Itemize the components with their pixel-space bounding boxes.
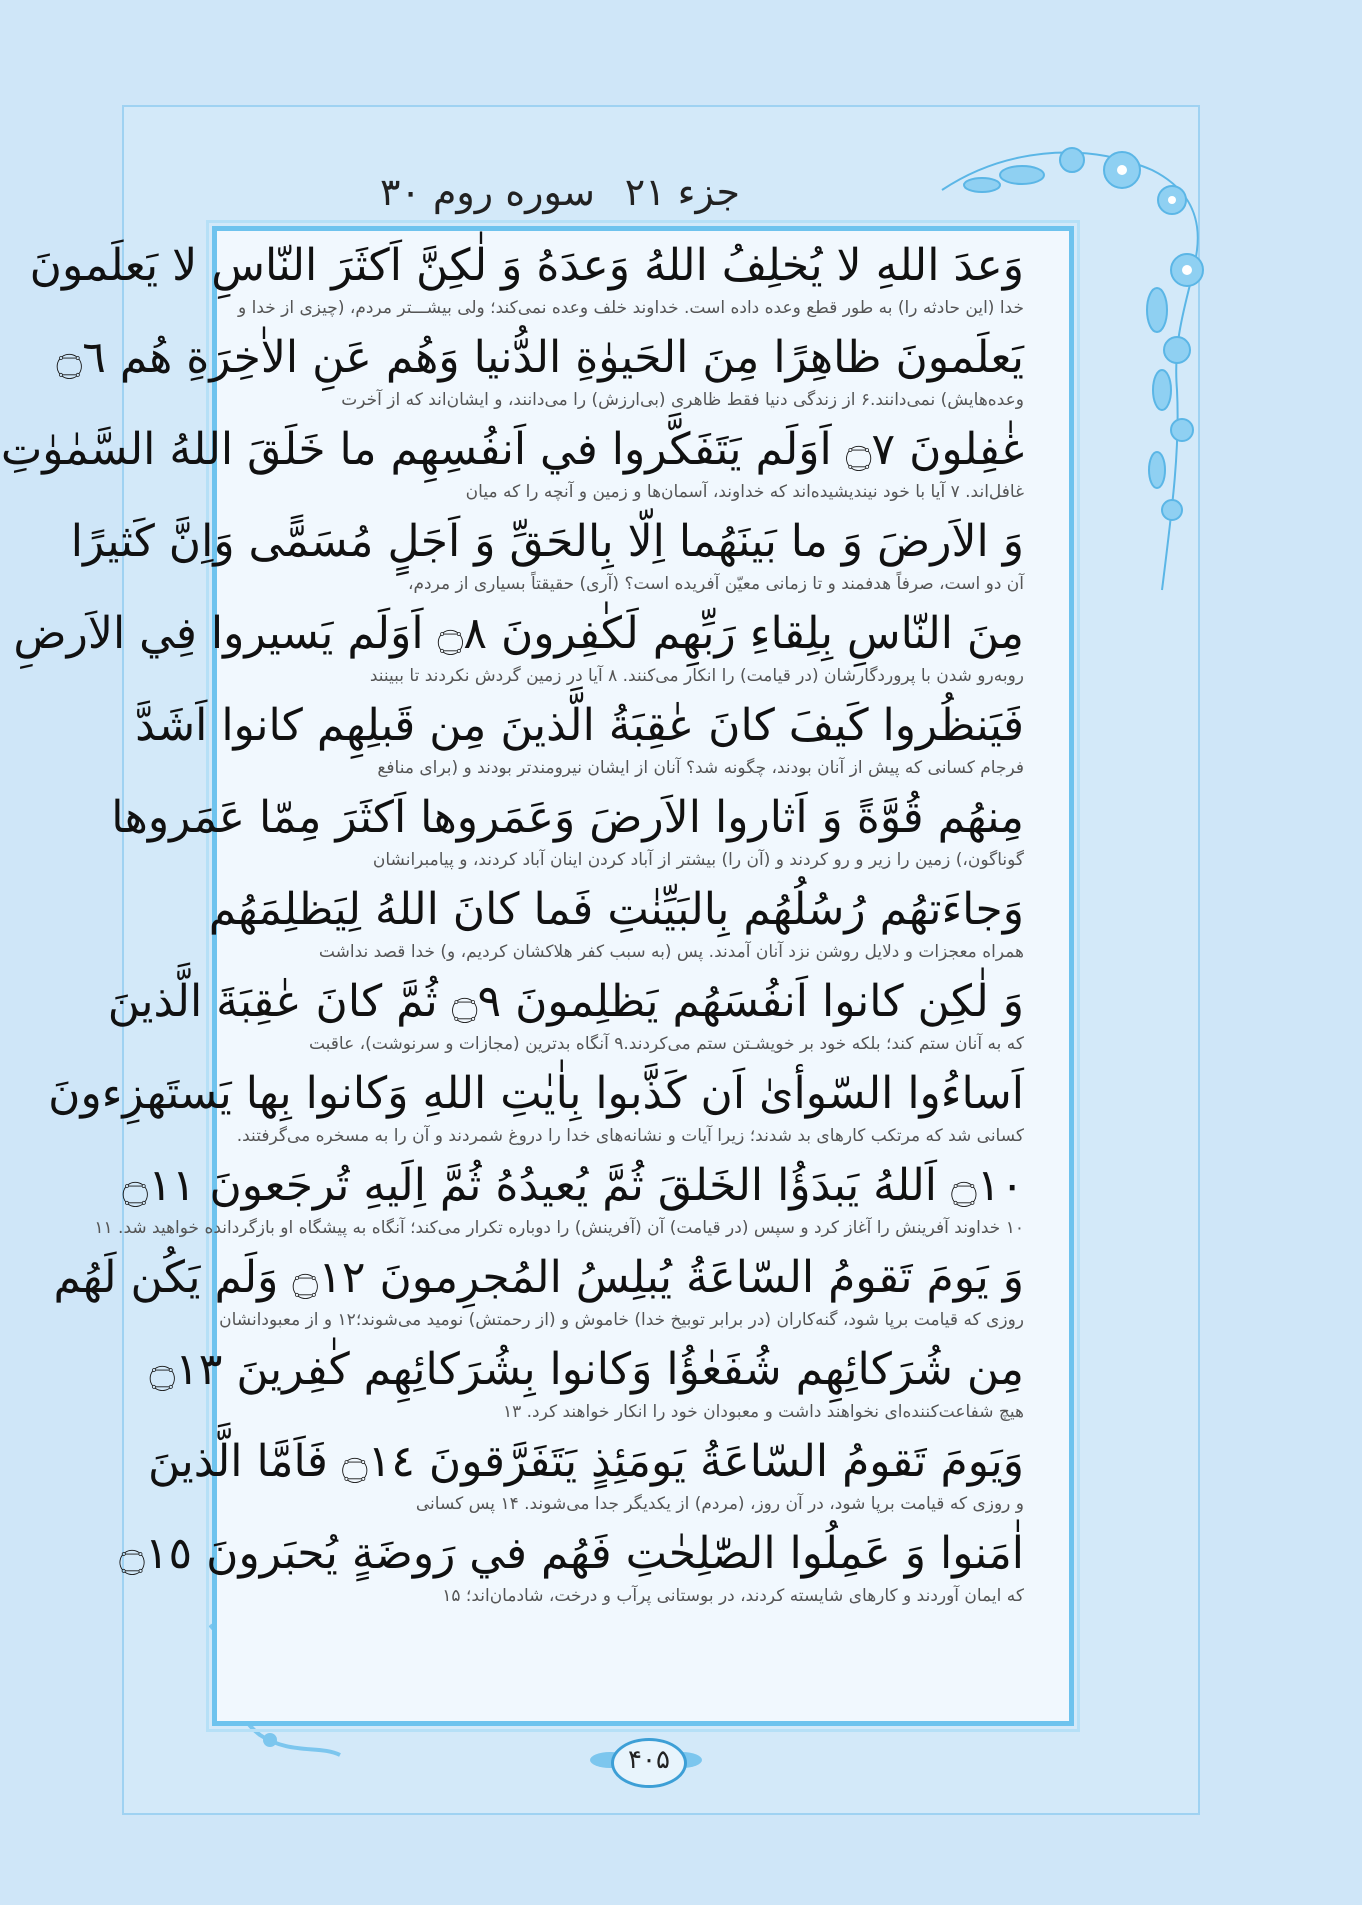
text-panel <box>0 226 1074 1726</box>
verse-line <box>208 881 1069 965</box>
arabic-text: وَ لٰكِن كانوا اَنفُسَهُم يَظلِمونَ ۝٩ ثُمَّ كانَ عٰقِبَةَ الَّذينَ <box>107 976 1024 1027</box>
arabic-text: وَ الاَرضَ وَ ما بَينَهُما اِلّا بِالحَقِّ وَ اَجَلٍ مُسَمًّى وَاِنَّ كَثيرًا <box>70 516 1024 567</box>
verse-line <box>135 697 1069 781</box>
translation-text: هیچ شفاعت‌کننده‌ای نخواهند داشت و معبودان خود را انکار خواهند کرد. ۱۳ <box>502 1402 1024 1422</box>
translation-text: خدا (این حادثه را) به طور قطع وعده داده است. خداوند خلف وعده نمی‌کند؛ ولی بیشـــتر مردم، (چیزی از خدا و <box>237 298 1024 318</box>
translation-text: روبه‌رو شدن با پروردگارشان (در قیامت) را انکار می‌کنند. ۸ آیا در زمین گردش نکردند تا ببینند <box>369 666 1024 686</box>
translation-text: غافل‌اند. ۷ آیا با خود نیندیشیده‌اند که خداوند، آسمان‌ها و زمین و آنچه را که میان <box>465 482 1024 502</box>
page-number: ۴۰۵ <box>611 1738 687 1788</box>
arabic-text: فَيَنظُروا كَيفَ كانَ عٰقِبَةُ الَّذينَ مِن قَبلِهِم كانوا اَشَدَّ <box>135 700 1024 751</box>
translation-text: همراه معجزات و دلایل روشن نزد آنان آمدند. پس (به سبب کفر هلاکشان کردیم، و) خدا قصد نداشت <box>318 942 1024 962</box>
verse-line <box>0 421 1069 505</box>
translation-text: و روزی که قیامت برپا شود، در آن روز، (مردم) از یکدیگر جدا می‌شوند. ۱۴ پس کسانی <box>415 1494 1024 1514</box>
verse-line <box>13 605 1069 689</box>
translation-text: فرجام کسانی که پیش از آنان بودند، چگونه شد؟ آنان از ایشان نیرومندتر بودند و (برای منافع <box>377 758 1024 778</box>
page-header <box>380 170 740 220</box>
verse-line <box>148 1433 1069 1517</box>
translation-text: که ایمان آوردند و کارهای شایسته کردند، در بوستانی پرآب و درخت، شادمان‌اند؛ ۱۵ <box>442 1586 1024 1606</box>
verse-line <box>53 1249 1069 1333</box>
translation-text: وعده‌هایش) نمی‌دانند.۶ از زندگی دنیا فقط ظاهری (بی‌ارزش) را می‌دانند، و ایشان‌اند که از آخرت <box>341 390 1024 410</box>
arabic-text: وَ يَومَ تَقومُ السّاعَةُ يُبلِسُ المُجرِمونَ ۝١٢ وَلَم يَكُن لَهُم <box>53 1252 1024 1303</box>
translation-text: که به آنان ستم کند؛ بلکه خود بر خویشـتن ستم می‌کردند.۹ آنگاه بدترین (مجازات و سرنوشت)، عاقبت <box>308 1034 1024 1054</box>
translation-text: گوناگون،) زمین را زیر و رو کردند و (آن را) بیشتر از آباد کردن اینان آباد کردند، و پیامبرانشان <box>372 850 1024 870</box>
verse-line <box>48 1065 1069 1149</box>
arabic-text: اَساءُوا السّوأىٰ اَن كَذَّبوا بِاٰيٰتِ اللهِ وَكانوا بِها يَستَهزِءونَ <box>48 1068 1024 1119</box>
verse-line <box>149 1341 1069 1425</box>
arabic-text: ۝١٠ اَللهُ يَبدَؤُا الخَلقَ ثُمَّ يُعيدُهُ ثُمَّ اِلَيهِ تُرجَعونَ ۝١١ <box>122 1160 1024 1211</box>
arabic-text: يَعلَمونَ ظاهِرًا مِنَ الحَيوٰةِ الدُّنيا وَهُم عَنِ الاٰخِرَةِ هُم ۝٦ <box>56 332 1024 383</box>
arabic-text: وَيَومَ تَقومُ السّاعَةُ يَومَئِذٍ يَتَفَرَّقونَ ۝١٤ فَاَمَّا الَّذينَ <box>148 1436 1024 1487</box>
arabic-text: وَجاءَتهُم رُسُلُهُم بِالبَيِّنٰتِ فَما كانَ اللهُ لِيَظلِمَهُم <box>208 884 1024 935</box>
arabic-text: غٰفِلونَ ۝٧ اَوَلَم يَتَفَكَّروا في اَنفُسِهِم ما خَلَقَ اللهُ السَّمٰوٰتِ <box>0 424 1024 475</box>
juz-label: جزء ۲۱ <box>624 170 740 214</box>
verse-line <box>70 513 1069 597</box>
translation-text: ۱۰ خداوند آفرینش را آغاز کرد و سپس (در قیامت) آن (آفرینش) را دوباره تکرار می‌کند؛ آنگاه به پیشگاه او بازگردانده خواهید شد. ۱۱ <box>94 1218 1024 1238</box>
arabic-text: اٰمَنوا وَ عَمِلُوا الصّٰلِحٰتِ فَهُم في رَوضَةٍ يُحبَرونَ ۝١٥ <box>119 1528 1024 1579</box>
verse-line <box>119 1525 1069 1609</box>
arabic-text: مِنهُم قُوَّةً وَ اَثاروا الاَرضَ وَعَمَروها اَكثَرَ مِمّا عَمَروها <box>111 792 1024 843</box>
translation-text: کسانی شد که مرتکب کارهای بد شدند؛ زیرا آیات و نشانه‌های خدا را دروغ شمردند و آن را به مسخره می‌گرفتند. <box>236 1126 1024 1146</box>
surah-label: سوره روم ۳۰ <box>380 170 595 214</box>
arabic-text: مِنَ النّاسِ بِلِقاءِ رَبِّهِم لَكٰفِرونَ ۝٨ اَوَلَم يَسيروا فِي الاَرضِ <box>13 608 1024 659</box>
translation-text: آن دو است، صرفاً هدفمند و تا زمانی معیّن آفریده است؟ (آری) حقیقتاً بسیاری از مردم، <box>408 574 1024 594</box>
verse-line <box>111 789 1069 873</box>
verse-line <box>94 1157 1069 1241</box>
verse-line <box>29 237 1069 321</box>
verse-line <box>107 973 1069 1057</box>
verse-line <box>56 329 1069 413</box>
arabic-text: وَعدَ اللهِ لا يُخلِفُ اللهُ وَعدَهُ وَ لٰكِنَّ اَكثَرَ النّاسِ لا يَعلَمونَ <box>29 240 1024 291</box>
translation-text: روزی که قیامت برپا شود، گنه‌کاران (در برابر توبیخ خدا) خاموش و (از رحمتش) نومید می‌شوند؛۱۲ و از معبودانشان <box>219 1310 1024 1330</box>
arabic-text: مِن شُرَكائِهِم شُفَعٰؤُا وَكانوا بِشُرَكائِهِم كٰفِرينَ ۝١٣ <box>149 1344 1024 1395</box>
